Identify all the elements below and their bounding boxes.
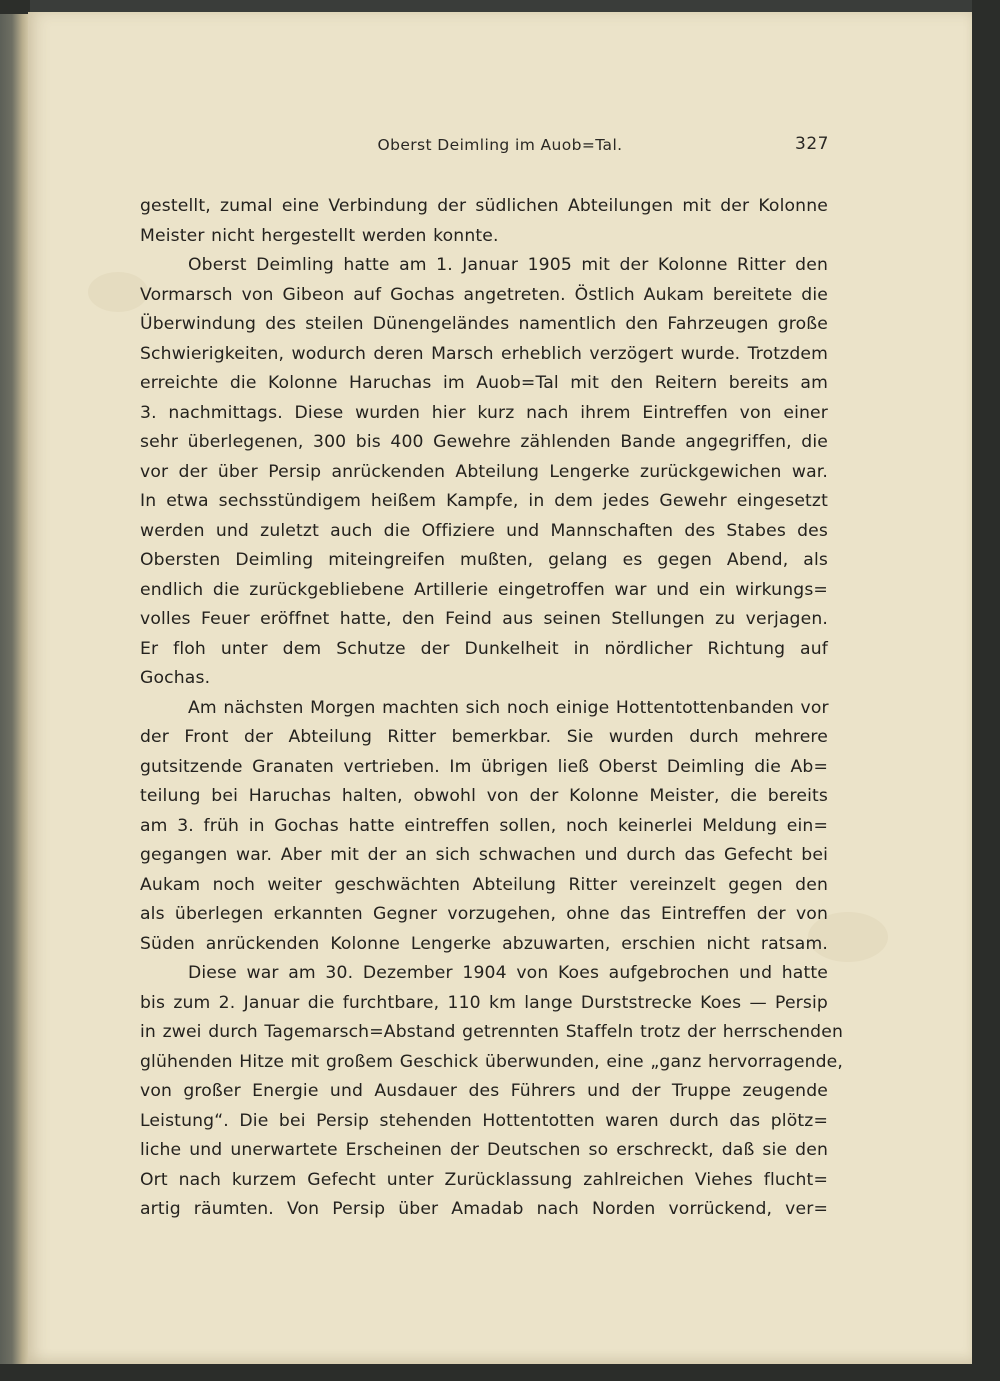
- text-line: Süden anrückenden Kolonne Lengerke abzuwarten, erschien nicht ratsam.: [140, 933, 828, 954]
- text-line: Schwierigkeiten, wodurch deren Marsch erheblich verzögert wurde. Trotzdem: [140, 343, 828, 364]
- body-text: [140, 192, 844, 1225]
- text-line: glühenden Hitze mit großem Geschick überwunden, eine „ganz hervorragende,: [140, 1051, 844, 1072]
- text-line: endlich die zurückgebliebene Artillerie eingetroffen war und ein wirkungs=: [140, 579, 828, 600]
- text-line: Vormarsch von Gibeon auf Gochas angetreten. Östlich Aukam bereitete die: [140, 284, 828, 305]
- page-header: [28, 132, 972, 162]
- text-line: Diese war am 30. Dezember 1904 von Koes aufgebrochen und hatte: [188, 963, 828, 983]
- text-line: bis zum 2. Januar die furchtbare, 110 km lange Durststrecke Koes — Persip: [140, 992, 828, 1013]
- text-line: Am nächsten Morgen machten sich noch einige Hottentottenbanden vor: [188, 697, 829, 718]
- text-line: 3. nachmittags. Diese wurden hier kurz nach ihrem Eintreffen von einer: [140, 402, 828, 423]
- paper-stain: [88, 272, 148, 312]
- scan-background-right: [972, 0, 1000, 1381]
- text-line: Ort nach kurzem Gefecht unter Zurücklassung zahlreichen Viehes flucht=: [140, 1169, 828, 1190]
- text-line: Leistung“. Die bei Persip stehenden Hottentotten waren durch das plötz=: [140, 1110, 828, 1131]
- text-line: als überlegen erkannten Gegner vorzugehen, ohne das Eintreffen der von: [140, 904, 828, 924]
- running-head: Oberst Deimling im Auob=Tal.: [377, 136, 623, 154]
- scan-background-bottom: [0, 1364, 1000, 1381]
- text-line: werden und zuletzt auch die Offiziere und Mannschaften des Stabes des: [140, 520, 828, 541]
- text-line: Meister nicht hergestellt werden konnte.: [140, 225, 499, 246]
- text-line: von großer Energie und Ausdauer des Führers und der Truppe zeugende: [140, 1081, 828, 1101]
- text-line: liche und unerwartete Erscheinen der Deutschen so erschreckt, daß sie den: [140, 1140, 828, 1160]
- text-line: gegangen war. Aber mit der an sich schwachen und durch das Gefecht bei: [140, 845, 828, 865]
- text-line: erreichte die Kolonne Haruchas im Auob=Tal mit den Reitern bereits am: [140, 373, 828, 393]
- book-page: [28, 12, 972, 1364]
- text-line: gestellt, zumal eine Verbindung der südlichen Abteilungen mit der Kolonne: [140, 196, 828, 216]
- text-line: vor der über Persip anrückenden Abteilung Lengerke zurückgewichen war.: [140, 461, 828, 482]
- text-line: Aukam noch weiter geschwächten Abteilung Ritter vereinzelt gegen den: [140, 874, 828, 895]
- book-spine-edge: [0, 0, 30, 1381]
- text-line: Gochas.: [140, 668, 211, 688]
- page-number: 327: [795, 134, 829, 154]
- text-line: in zwei durch Tagemarsch=Abstand getrennten Staffeln trotz der herrschenden: [140, 1022, 843, 1042]
- text-line: gutsitzende Granaten vertrieben. Im übrigen ließ Oberst Deimling die Ab=: [140, 756, 828, 777]
- text-line: Obersten Deimling miteingreifen mußten, gelang es gegen Abend, als: [140, 550, 828, 570]
- text-line: volles Feuer eröffnet hatte, den Feind aus seinen Stellungen zu verjagen.: [140, 609, 828, 629]
- text-line: sehr überlegenen, 300 bis 400 Gewehre zählenden Bande angegriffen, die: [140, 432, 828, 452]
- text-line: am 3. früh in Gochas hatte eintreffen sollen, noch keinerlei Meldung ein=: [140, 815, 828, 836]
- spine-shadow: [0, 0, 30, 14]
- text-line: Überwindung des steilen Dünengeländes namentlich den Fahrzeugen große: [140, 314, 828, 334]
- text-line: der Front der Abteilung Ritter bemerkbar. Sie wurden durch mehrere: [140, 727, 828, 747]
- text-line: In etwa sechsstündigem heißem Kampfe, in dem jedes Gewehr eingesetzt: [140, 491, 828, 511]
- text-line: Oberst Deimling hatte am 1. Januar 1905 mit der Kolonne Ritter den: [188, 255, 828, 275]
- text-line: artig räumten. Von Persip über Amadab nach Norden vorrückend, ver=: [140, 1199, 828, 1219]
- text-line: teilung bei Haruchas halten, obwohl von der Kolonne Meister, die bereits: [140, 786, 828, 806]
- text-line: Er floh unter dem Schutze der Dunkelheit in nördlicher Richtung auf: [140, 638, 828, 659]
